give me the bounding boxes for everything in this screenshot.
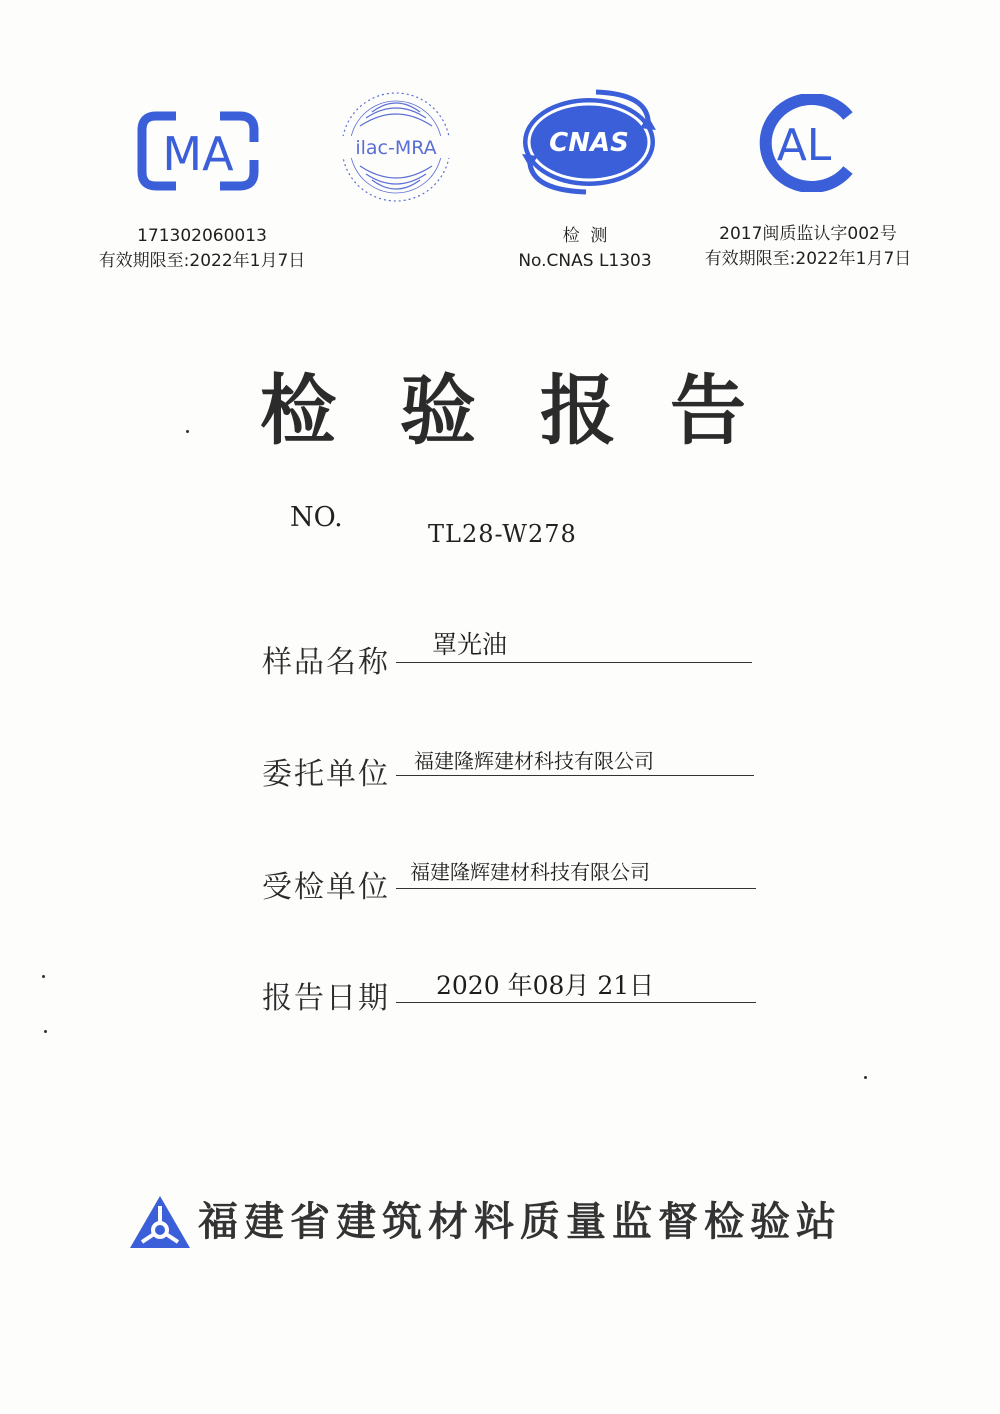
cal-cert-block: [690, 222, 926, 272]
station-logo: [128, 1194, 192, 1252]
cma-logo-text: MA: [162, 127, 234, 181]
station-triangle-logo-icon: [128, 1194, 192, 1252]
page-title: [250, 340, 770, 455]
scan-speck: [186, 430, 189, 433]
sample-name-underline: [396, 662, 752, 663]
title-char-2: 验: [400, 366, 476, 455]
cma-mark-icon: [136, 108, 260, 194]
cma-cert-block: [82, 224, 322, 274]
client-label: 委托单位: [262, 757, 390, 792]
cnas-cert-block: [500, 224, 670, 274]
inspected-unit-label: 受检单位: [262, 870, 390, 905]
cal-cert-validity: 有效期限至:2022年1月7日: [704, 249, 912, 269]
inspected-unit-value: 福建隆辉建材科技有限公司: [410, 860, 650, 884]
title-char-3: 报: [540, 366, 616, 455]
cal-logo-text: AL: [776, 120, 832, 171]
station-name: 福建省建筑材料质量监督检验站: [198, 1199, 842, 1245]
cma-logo: [136, 108, 260, 194]
cnas-logo-text: CNAS: [549, 128, 629, 158]
scan-speck: [42, 975, 45, 978]
ilac-mra-logo: [334, 88, 458, 206]
title-char-1: 检: [260, 366, 336, 455]
report-date-label: 报告日期: [262, 981, 390, 1016]
client-value: 福建隆辉建材科技有限公司: [414, 749, 654, 773]
cal-logo: [752, 94, 862, 192]
client-underline: [396, 775, 754, 776]
cnas-logo: [516, 86, 662, 196]
report-number-label: NO.: [290, 502, 343, 533]
inspected-unit-underline: [396, 888, 756, 889]
cnas-cert-number: No.CNAS L1303: [518, 251, 652, 271]
sample-name-label: 样品名称: [262, 645, 390, 680]
ilac-mra-text: ilac-MRA: [355, 137, 437, 159]
sample-name-value: 罩光油: [432, 630, 508, 659]
cma-cert-number: 171302060013: [137, 226, 267, 246]
cnas-cert-label: 检 测: [562, 226, 608, 246]
cal-mark-icon: [752, 94, 862, 192]
report-date-underline: [396, 1002, 756, 1003]
report-number-value: TL28-W278: [428, 520, 577, 548]
cal-cert-number: 2017闽质监认字002号: [719, 224, 897, 244]
ilac-mra-seal-icon: [334, 88, 458, 206]
cma-cert-validity: 有效期限至:2022年1月7日: [98, 251, 306, 271]
scan-speck: [864, 1076, 867, 1079]
title-char-4: 告: [670, 366, 746, 455]
cnas-mark-icon: [516, 86, 662, 196]
report-date-value: 2020 年08月 21日: [436, 971, 655, 1000]
scan-speck: [44, 1030, 47, 1033]
